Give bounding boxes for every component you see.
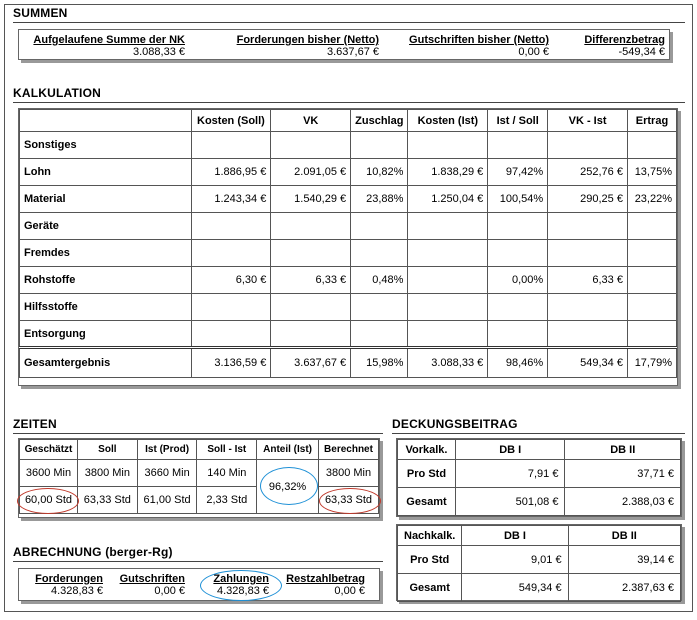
summen-col-forderungen bbox=[237, 34, 379, 58]
kalkulation-row-label: Sonstiges bbox=[20, 132, 192, 159]
zeiten-cell: 3800 Min bbox=[77, 460, 137, 487]
vorkalk-row bbox=[398, 488, 681, 516]
kalkulation-header-cell: Ist / Soll bbox=[488, 110, 548, 132]
nachkalk-header-cell: DB II bbox=[568, 526, 680, 546]
kalkulation-total-cell: 98,46% bbox=[488, 348, 548, 378]
kalkulation-total-row bbox=[20, 348, 677, 378]
kalkulation-row bbox=[20, 240, 677, 267]
kalkulation-cell bbox=[548, 132, 628, 159]
kalkulation-cell: 23,22% bbox=[627, 186, 676, 213]
kalkulation-row bbox=[20, 267, 677, 294]
kalkulation-row bbox=[20, 213, 677, 240]
nachkalk-table bbox=[397, 525, 681, 602]
zeiten-header-cell: Soll - Ist bbox=[197, 440, 257, 460]
kalkulation-cell bbox=[627, 132, 676, 159]
kalkulation-cell bbox=[271, 132, 351, 159]
vorkalk-cell: 501,08 € bbox=[455, 488, 564, 516]
nachkalk-row bbox=[398, 546, 681, 574]
vorkalk-cell: 7,91 € bbox=[455, 460, 564, 488]
vorkalk-panel bbox=[396, 438, 682, 517]
kalkulation-row bbox=[20, 132, 677, 159]
summen-value: 3.637,67 € bbox=[327, 46, 379, 58]
kalkulation-cell bbox=[548, 213, 628, 240]
zeiten-table bbox=[19, 439, 379, 514]
kalkulation-cell bbox=[408, 294, 488, 321]
kalkulation-header-cell: Kosten (Ist) bbox=[408, 110, 488, 132]
kalkulation-cell bbox=[351, 132, 408, 159]
zeiten-row-min bbox=[20, 460, 379, 487]
kalkulation-cell bbox=[408, 213, 488, 240]
kalkulation-cell bbox=[191, 240, 271, 267]
abrechnung-col-restzahlbetrag bbox=[286, 573, 365, 597]
kalkulation-header-cell: Kosten (Soll) bbox=[191, 110, 271, 132]
abrechnung-col-zahlungen bbox=[213, 573, 269, 597]
kalkulation-total-cell: 3.637,67 € bbox=[271, 348, 351, 378]
kalkulation-cell: 0,48% bbox=[351, 267, 408, 294]
vorkalk-row-label: Gesamt bbox=[398, 488, 456, 516]
nachkalk-header-cell: DB I bbox=[462, 526, 568, 546]
abrechnung-label: Restzahlbetrag bbox=[286, 573, 365, 585]
kalkulation-total-cell: 3.088,33 € bbox=[408, 348, 488, 378]
abrechnung-panel bbox=[18, 568, 380, 601]
kalkulation-cell: 0,00% bbox=[488, 267, 548, 294]
kalkulation-header-cell: Ertrag bbox=[627, 110, 676, 132]
zeiten-header-row bbox=[20, 440, 379, 460]
kalkulation-cell bbox=[548, 240, 628, 267]
summen-value: 0,00 € bbox=[518, 46, 549, 58]
kalkulation-cell: 97,42% bbox=[488, 159, 548, 186]
summen-divider bbox=[13, 22, 685, 23]
zeiten-divider bbox=[13, 433, 383, 434]
zeiten-cell: 63,33 Std bbox=[318, 487, 378, 514]
kalkulation-cell: 290,25 € bbox=[548, 186, 628, 213]
vorkalk-header-cell: DB I bbox=[455, 440, 564, 460]
kalkulation-cell bbox=[408, 132, 488, 159]
summen-panel bbox=[18, 29, 670, 60]
kalkulation-cell: 23,88% bbox=[351, 186, 408, 213]
zeiten-cell: 3800 Min bbox=[318, 460, 378, 487]
kalkulation-cell: 13,75% bbox=[627, 159, 676, 186]
deckungsbeitrag-title: DECKUNGSBEITRAG bbox=[392, 417, 518, 431]
summen-label: Aufgelaufene Summe der NK bbox=[33, 34, 185, 46]
kalkulation-header-row bbox=[20, 110, 677, 132]
kalkulation-total-label: Gesamtergebnis bbox=[20, 348, 192, 378]
abrechnung-value: 4.328,83 € bbox=[217, 585, 269, 597]
abrechnung-label: Zahlungen bbox=[213, 573, 269, 585]
vorkalk-header-cell: Vorkalk. bbox=[398, 440, 456, 460]
abrechnung-col-forderungen bbox=[35, 573, 103, 597]
summen-col-gutschriften bbox=[409, 34, 549, 58]
kalkulation-row-label: Entsorgung bbox=[20, 321, 192, 348]
kalkulation-row bbox=[20, 159, 677, 186]
deckungsbeitrag-divider bbox=[392, 433, 685, 434]
kalkulation-cell bbox=[351, 213, 408, 240]
nachkalk-cell: 2.387,63 € bbox=[568, 574, 680, 602]
kalkulation-cell bbox=[488, 240, 548, 267]
vorkalk-header-cell: DB II bbox=[565, 440, 681, 460]
summen-value: -549,34 € bbox=[618, 46, 665, 58]
kalkulation-cell bbox=[488, 321, 548, 348]
abrechnung-label: Gutschriften bbox=[119, 573, 185, 585]
nachkalk-cell: 9,01 € bbox=[462, 546, 568, 574]
nachkalk-header-row bbox=[398, 526, 681, 546]
zeiten-panel bbox=[18, 438, 380, 518]
zeiten-anteil-cell bbox=[257, 460, 319, 514]
abrechnung-value: 0,00 € bbox=[154, 585, 185, 597]
zeiten-cell: 63,33 Std bbox=[77, 487, 137, 514]
zeiten-cell: 3600 Min bbox=[20, 460, 78, 487]
abrechnung-label: Forderungen bbox=[35, 573, 103, 585]
vorkalk-header-row bbox=[398, 440, 681, 460]
kalkulation-cell: 1.540,29 € bbox=[271, 186, 351, 213]
kalkulation-row bbox=[20, 294, 677, 321]
abrechnung-title: ABRECHNUNG (berger-Rg) bbox=[13, 545, 173, 559]
kalkulation-total-cell: 3.136,59 € bbox=[191, 348, 271, 378]
vorkalk-table bbox=[397, 439, 681, 516]
kalkulation-cell: 2.091,05 € bbox=[271, 159, 351, 186]
kalkulation-cell: 10,82% bbox=[351, 159, 408, 186]
zeiten-header-cell: Berechnet bbox=[318, 440, 378, 460]
nachkalk-cell: 549,34 € bbox=[462, 574, 568, 602]
kalkulation-table bbox=[19, 109, 677, 378]
kalkulation-cell bbox=[408, 240, 488, 267]
abrechnung-col-gutschriften bbox=[120, 573, 185, 597]
zeiten-anteil-value: 96,32% bbox=[268, 480, 307, 493]
kalkulation-cell bbox=[488, 132, 548, 159]
kalkulation-header-cell bbox=[20, 110, 192, 132]
kalkulation-cell bbox=[271, 321, 351, 348]
abrechnung-divider bbox=[13, 561, 383, 562]
kalkulation-cell: 6,30 € bbox=[191, 267, 271, 294]
kalkulation-divider bbox=[13, 102, 685, 103]
zeiten-cell: 61,00 Std bbox=[137, 487, 197, 514]
nachkalk-panel bbox=[396, 524, 682, 601]
kalkulation-cell: 6,33 € bbox=[548, 267, 628, 294]
abrechnung-value: 4.328,83 € bbox=[51, 585, 103, 597]
kalkulation-cell bbox=[271, 240, 351, 267]
nachkalk-header-cell: Nachkalk. bbox=[398, 526, 462, 546]
summen-title: SUMMEN bbox=[13, 6, 68, 20]
kalkulation-row-label: Lohn bbox=[20, 159, 192, 186]
kalkulation-row-label: Material bbox=[20, 186, 192, 213]
vorkalk-row-label: Pro Std bbox=[398, 460, 456, 488]
kalkulation-cell bbox=[408, 267, 488, 294]
kalkulation-cell bbox=[191, 213, 271, 240]
kalkulation-header-cell: Zuschlag bbox=[351, 110, 408, 132]
kalkulation-panel bbox=[18, 108, 678, 386]
kalkulation-cell bbox=[191, 132, 271, 159]
kalkulation-cell bbox=[548, 321, 628, 348]
summen-label: Differenzbetrag bbox=[584, 34, 665, 46]
summen-label: Gutschriften bisher (Netto) bbox=[409, 34, 549, 46]
nachkalk-row-label: Pro Std bbox=[398, 546, 462, 574]
kalkulation-cell bbox=[627, 294, 676, 321]
kalkulation-cell bbox=[191, 294, 271, 321]
nachkalk-row bbox=[398, 574, 681, 602]
kalkulation-cell bbox=[408, 321, 488, 348]
kalkulation-header-cell: VK bbox=[271, 110, 351, 132]
nachkalk-cell: 39,14 € bbox=[568, 546, 680, 574]
kalkulation-cell bbox=[488, 213, 548, 240]
zeiten-cell: 60,00 Std bbox=[20, 487, 78, 514]
zeiten-header-cell: Ist (Prod) bbox=[137, 440, 197, 460]
summen-value: 3.088,33 € bbox=[133, 46, 185, 58]
kalkulation-cell bbox=[488, 294, 548, 321]
kalkulation-cell bbox=[627, 267, 676, 294]
kalkulation-cell bbox=[191, 321, 271, 348]
kalkulation-cell bbox=[627, 321, 676, 348]
kalkulation-row-label: Rohstoffe bbox=[20, 267, 192, 294]
zeiten-cell: 2,33 Std bbox=[197, 487, 257, 514]
zeiten-header-cell: Geschätzt bbox=[20, 440, 78, 460]
kalkulation-cell: 252,76 € bbox=[548, 159, 628, 186]
kalkulation-row bbox=[20, 186, 677, 213]
kalkulation-row-label: Hilfsstoffe bbox=[20, 294, 192, 321]
kalkulation-row-label: Geräte bbox=[20, 213, 192, 240]
kalkulation-cell: 1.886,95 € bbox=[191, 159, 271, 186]
kalkulation-cell: 6,33 € bbox=[271, 267, 351, 294]
kalkulation-cell bbox=[351, 321, 408, 348]
zeiten-header-cell: Anteil (Ist) bbox=[257, 440, 319, 460]
kalkulation-cell: 1.243,34 € bbox=[191, 186, 271, 213]
vorkalk-row bbox=[398, 460, 681, 488]
abrechnung-value: 0,00 € bbox=[334, 585, 365, 597]
kalkulation-header-cell: VK - Ist bbox=[548, 110, 628, 132]
summen-label: Forderungen bisher (Netto) bbox=[236, 34, 379, 46]
kalkulation-row bbox=[20, 321, 677, 348]
nachkalk-row-label: Gesamt bbox=[398, 574, 462, 602]
kalkulation-cell bbox=[351, 240, 408, 267]
kalkulation-cell bbox=[627, 240, 676, 267]
kalkulation-cell bbox=[627, 213, 676, 240]
zeiten-cell: 140 Min bbox=[197, 460, 257, 487]
summen-col-differenz bbox=[584, 34, 665, 58]
zeiten-title: ZEITEN bbox=[13, 417, 57, 431]
kalkulation-cell bbox=[351, 294, 408, 321]
kalkulation-total-cell: 549,34 € bbox=[548, 348, 628, 378]
kalkulation-cell: 1.838,29 € bbox=[408, 159, 488, 186]
zeiten-header-cell: Soll bbox=[77, 440, 137, 460]
kalkulation-cell bbox=[271, 294, 351, 321]
summen-col-nk bbox=[33, 34, 185, 58]
vorkalk-cell: 37,71 € bbox=[565, 460, 681, 488]
kalkulation-total-cell: 17,79% bbox=[627, 348, 676, 378]
kalkulation-cell: 100,54% bbox=[488, 186, 548, 213]
kalkulation-cell bbox=[548, 294, 628, 321]
kalkulation-cell bbox=[271, 213, 351, 240]
zeiten-row-std bbox=[20, 487, 379, 514]
zeiten-cell: 3660 Min bbox=[137, 460, 197, 487]
vorkalk-cell: 2.388,03 € bbox=[565, 488, 681, 516]
kalkulation-total-cell: 15,98% bbox=[351, 348, 408, 378]
kalkulation-row-label: Fremdes bbox=[20, 240, 192, 267]
kalkulation-title: KALKULATION bbox=[13, 86, 101, 100]
kalkulation-cell: 1.250,04 € bbox=[408, 186, 488, 213]
